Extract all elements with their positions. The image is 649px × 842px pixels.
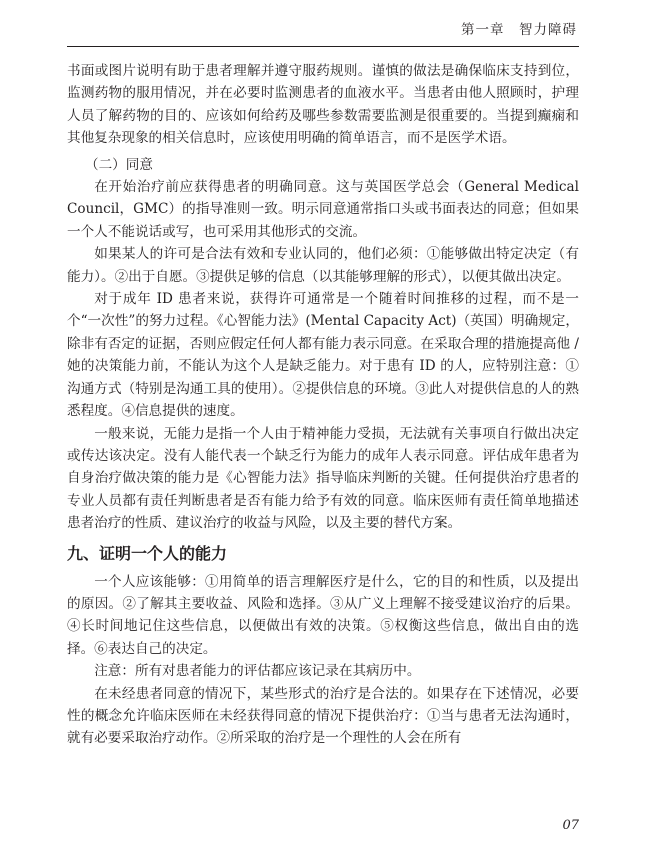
page-number: 07 <box>562 818 579 833</box>
running-header <box>67 14 579 47</box>
paragraph: 注意：所有对患者能力的评估都应该记录在其病历中。 <box>94 663 421 680</box>
page-body <box>67 60 579 750</box>
paragraph: 在未经患者同意的情况下，某些形式的治疗是合法的。如果存在下述情况，必要性的概念允许临床医师在未经获得同意的情况下提供治疗：①当与患者无法沟通时，就有必要采取治疗动作。②所采取的治疗是一个理性的人会在所有 <box>67 685 579 747</box>
paragraph: 书面或图片说明有助于患者理解并遵守服药规则。谨慎的做法是确保临床支持到位，监测药物的服用情况，并在必要时监测患者的血液水平。当患者由他人照顾时，护理人员了解药物的目的、应该如何给药及哪些参数需要监测是很重要的。当提到癫痫和其他复杂现象的相关信息时，应该使用明确的简单语言，而不是医学术语。 <box>67 63 579 147</box>
chapter-title: 第一章 智力障碍 <box>461 22 577 38</box>
paragraph: 一个人应该能够：①用简单的语言理解医疗是什么，它的目的和性质，以及提出的原因。②了解其主要收益、风险和选择。③从广义上理解不接受建议治疗的后果。④长时间地记住这些信息，以便做出有效的决策。⑤权衡这些信息，做出自由的选择。⑥表达自己的决定。 <box>67 573 579 657</box>
paragraph: 对于成年 ID 患者来说，获得许可通常是一个随着时间推移的过程，而不是一个“一次性”的努力过程。《心智能力法》(Mental Capacity Act)（英国）明确规定，除非有否定的证据，否则应假定任何人都有能力表示同意。在采取合理的措施提高他 / 她的决策能力前，不能认为这个人是缺乏能力。对于患有 ID 的人，应特别注意：①沟通方式（特别是沟通工具的使用）。②提供信息的环境。③此人对提供信息的人的熟悉程度。④信息提供的速度。 <box>67 291 579 420</box>
paragraph: 在开始治疗前应获得患者的明确同意。这与英国医学总会（General Medical Council，GMC）的指导准则一致。明示同意通常指口头或书面表达的同意；但如果一个人不能说话或写，也可采用其他形式的交流。 <box>67 179 579 240</box>
section-heading: 九、证明一个人的能力 <box>67 543 228 563</box>
paragraph: 一般来说，无能力是指一个人由于精神能力受损，无法就有关事项自行做出决定或传达该决定。没有人能代表一个缺乏行为能力的成年人表示同意。评估成年患者为自身治疗做决策的能力是《心智能力法》指导临床判断的关键。任何提供治疗患者的专业人员都有责任判断患者是否有能力给予有效的同意。临床医师有责任简单地描述患者治疗的性质、建议治疗的收益与风险，以及主要的替代方案。 <box>67 425 579 532</box>
subsection-heading: （二）同意 <box>85 156 153 173</box>
paragraph: 如果某人的许可是合法有效和专业认同的，他们必须：①能够做出特定决定（有能力）。②出于自愿。③提供足够的信息（以其能够理解的形式），以便其做出决定。 <box>67 246 579 285</box>
